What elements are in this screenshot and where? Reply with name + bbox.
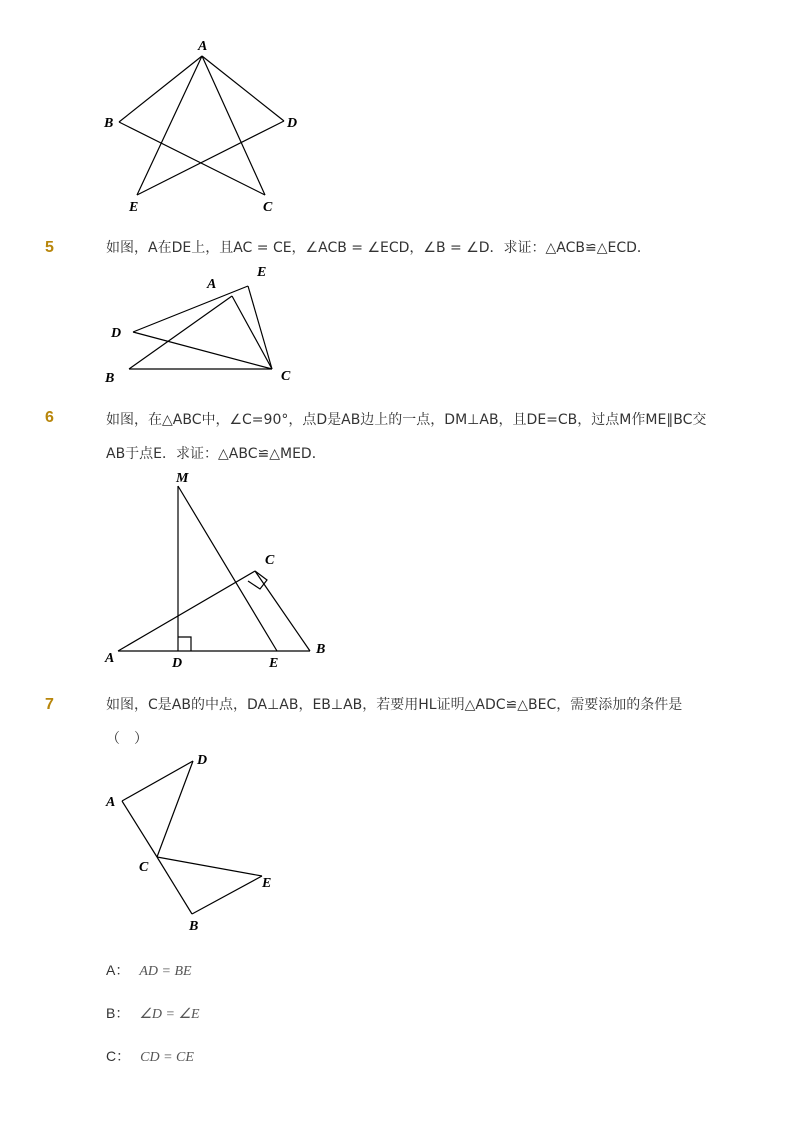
question-number-7: 7 bbox=[45, 696, 54, 713]
option-b[interactable] bbox=[106, 1003, 200, 1023]
question-7-text-line1: 如图，C是AB的中点，DA⊥AB，EB⊥AB，若要用HL证明△ADC≌△BEC，需要添加的条件是 bbox=[106, 697, 683, 713]
option-a[interactable] bbox=[106, 960, 192, 980]
label-B: B bbox=[316, 642, 326, 657]
option-b-label: B： bbox=[106, 1005, 130, 1021]
question-number-6: 6 bbox=[45, 409, 54, 426]
figure-q6 bbox=[100, 465, 340, 675]
label-E: E bbox=[269, 656, 279, 671]
label-D: D bbox=[287, 116, 298, 131]
label-E: E bbox=[257, 265, 267, 280]
label-D: D bbox=[111, 326, 122, 341]
option-a-label: A： bbox=[106, 962, 130, 978]
question-7-text-line2: （ ） bbox=[106, 731, 148, 747]
question-6-text-line1: 如图，在△ABC中，∠C=90°，点D是AB边上的一点，DM⊥AB，且DE=CB，过点M作ME∥BC交 bbox=[106, 412, 707, 428]
label-B: B bbox=[104, 116, 114, 131]
label-M: M bbox=[176, 471, 189, 486]
label-D: D bbox=[197, 753, 208, 768]
option-c-label: C： bbox=[106, 1048, 131, 1064]
label-C: C bbox=[139, 860, 149, 875]
label-A: A bbox=[106, 795, 116, 810]
question-5-text: 如图，A在DE上，且AC = CE，∠ACB = ∠ECD，∠B = ∠D．求证：△ACB≌△ECD． bbox=[106, 240, 651, 256]
label-D: D bbox=[172, 656, 183, 671]
option-a-expr: AD = BE bbox=[139, 964, 192, 979]
label-C: C bbox=[263, 200, 273, 215]
label-B: B bbox=[189, 919, 199, 934]
option-c-expr: CD = CE bbox=[140, 1050, 194, 1065]
label-E: E bbox=[262, 876, 272, 891]
label-A: A bbox=[105, 651, 115, 666]
figure-q4 bbox=[95, 30, 315, 220]
label-A: A bbox=[207, 277, 217, 292]
label-A: A bbox=[198, 39, 208, 54]
option-c[interactable] bbox=[106, 1046, 194, 1066]
label-E: E bbox=[129, 200, 139, 215]
figure-q5 bbox=[100, 260, 300, 390]
question-6-text-line2: AB于点E．求证：△ABC≌△MED． bbox=[106, 446, 326, 462]
question-number-5: 5 bbox=[45, 239, 54, 256]
label-B: B bbox=[105, 371, 115, 386]
label-C: C bbox=[265, 553, 275, 568]
label-C: C bbox=[281, 369, 291, 384]
option-b-expr: ∠D = ∠E bbox=[139, 1007, 200, 1022]
figure-q7 bbox=[100, 745, 290, 935]
